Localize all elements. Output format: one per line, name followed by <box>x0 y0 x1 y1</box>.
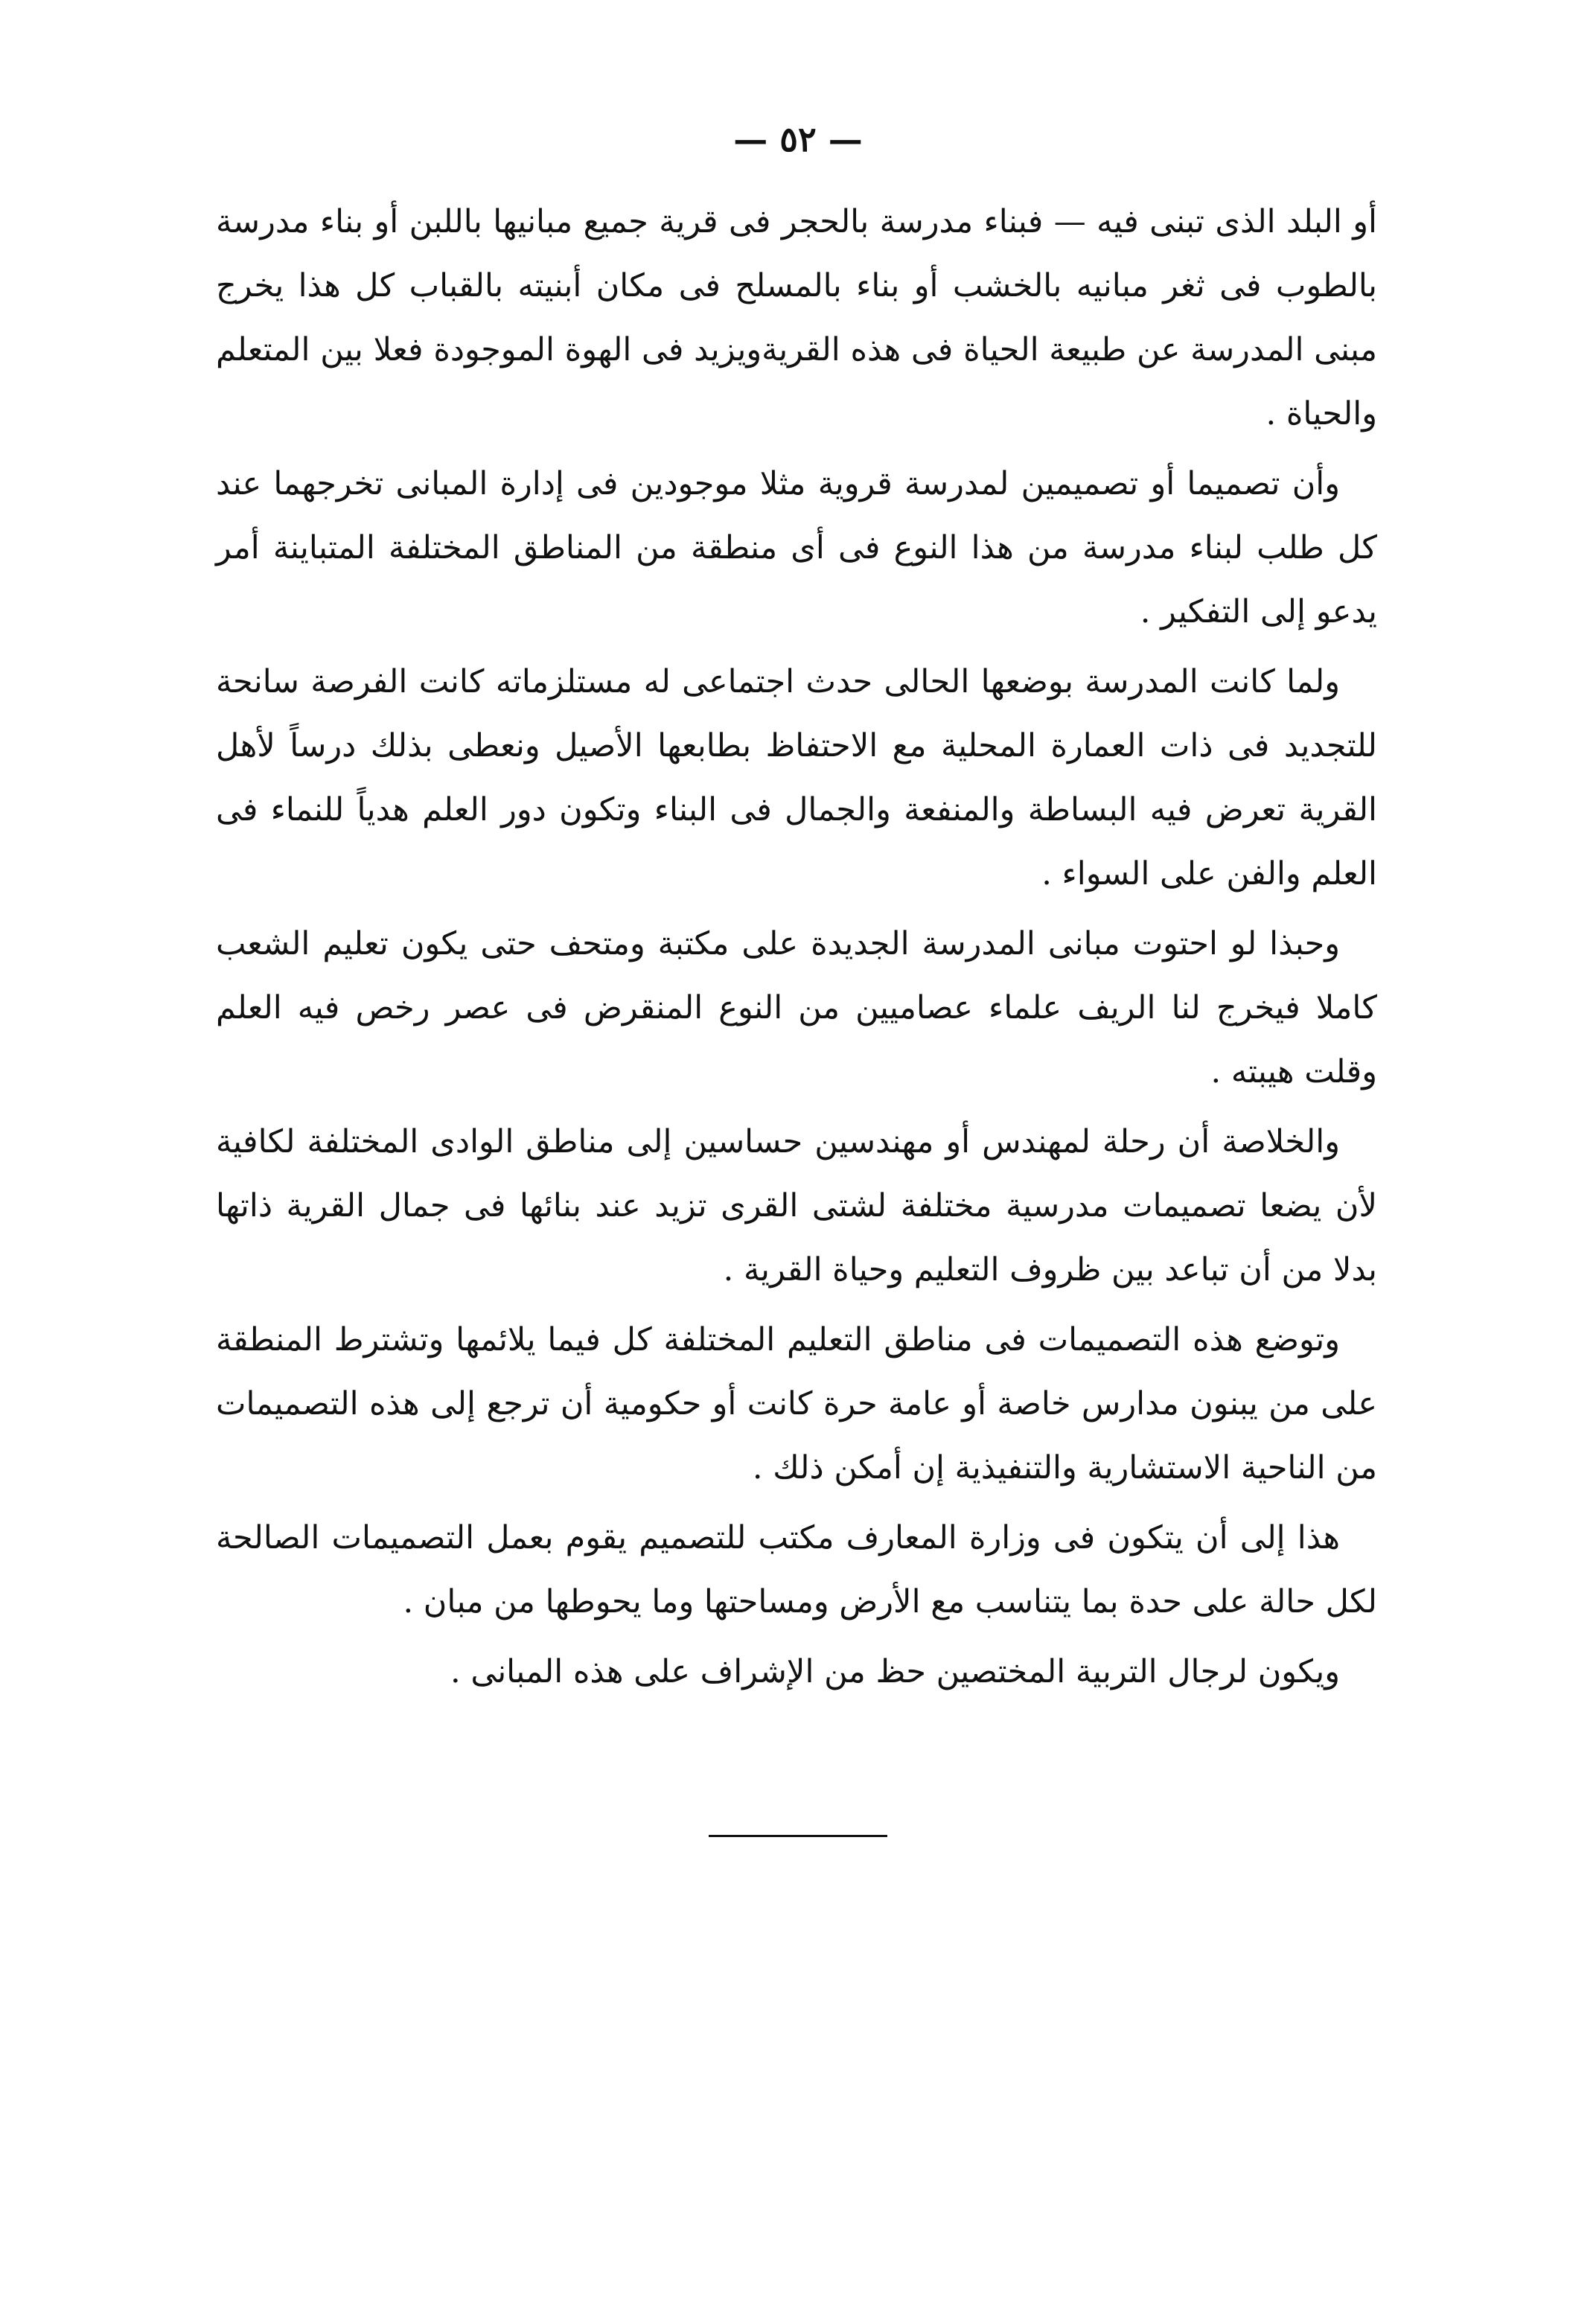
paragraph: ولما كانت المدرسة بوضعها الحالى حدث اجتماعى له مستلزماته كانت الفرصة سانحة للتجديد فى ذات العمارة المحلية مع الاحتفاظ بطابعها الأصيل ونعطى بذلك درساً لأهل القرية تعرض فيه البساطة والمنفعة والجمال فى البناء وتكون دور العلم هدياً للنماء فى العلم والفن على السواء . <box>216 663 1377 892</box>
paragraph: ويكون لرجال التربية المختصين حظ من الإشراف على هذه المبانى . <box>450 1653 1340 1690</box>
end-divider <box>709 1835 887 1837</box>
paragraph: هذا إلى أن يتكون فى وزارة المعارف مكتب للتصميم يقوم بعمل التصميمات الصالحة لكل حالة على حدة بما يتناسب مع الأرض ومساحتها وما يحوطها من مبان . <box>216 1519 1377 1620</box>
paragraph: وحبذا لو احتوت مبانى المدرسة الجديدة على مكتبة ومتحف حتى يكون تعليم الشعب كاملا فيخرج لنا الريف علماء عصاميين من النوع المنقرض فى عصر رخص فيه العلم وقلت هيبته . <box>216 925 1377 1090</box>
paragraph: أو البلد الذى تبنى فيه — فبناء مدرسة بالحجر فى قرية جميع مبانيها باللبن أو بناء مدرسة بالطوب فى ثغر مبانيه بالخشب أو بناء بالمسلح فى مكان أبنيته بالقباب كل هذا يخرج مبنى المدرسة عن طبيعة الحياة فى هذه القريةويزيد فى الهوة الموجودة فعلا بين المتعلم والحياة . <box>216 203 1377 432</box>
paragraph: وتوضع هذه التصميمات فى مناطق التعليم المختلفة كل فيما يلائمها وتشترط المنطقة على من يبنون مدارس خاصة أو عامة حرة كانت أو حكومية أن ترجع إلى هذه التصميمات من الناحية الاستشارية والتنفيذية إن أمكن ذلك . <box>216 1321 1377 1486</box>
paragraph: وأن تصميما أو تصميمين لمدرسة قروية مثلا موجودين فى إدارة المبانى تخرجهما عند كل طلب لبناء مدرسة من هذا النوع فى أى منطقة من المناطق المختلفة المتباينة أمر يدعو إلى التفكير . <box>216 465 1377 630</box>
page-number: — ٥٢ — <box>733 119 863 159</box>
body-text <box>216 190 1377 1710</box>
paragraph: والخلاصة أن رحلة لمهندس أو مهندسين حساسين إلى مناطق الوادى المختلفة لكافية لأن يضعا تصميمات مدرسية مختلفة لشتى القرى تزيد عند بنائها فى جمال القرية ذاتها بدلا من أن تباعد بين ظروف التعليم وحياة القرية . <box>216 1123 1377 1288</box>
